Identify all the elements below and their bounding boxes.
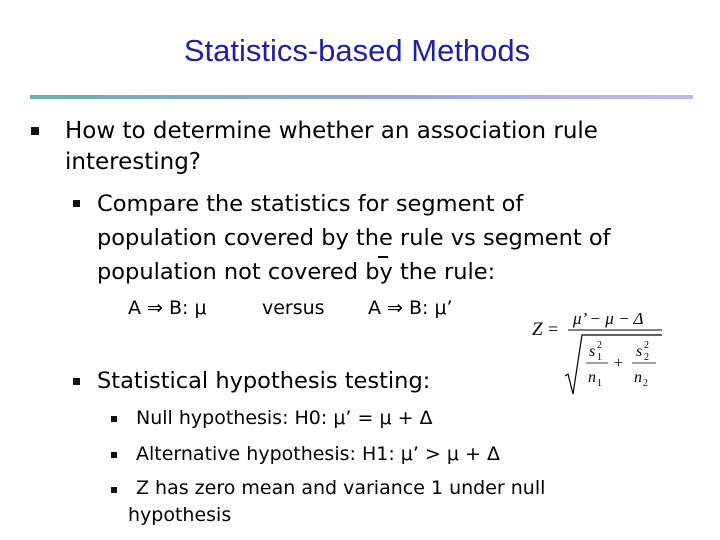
formula-n1: n (588, 369, 596, 386)
formula-n1-sub: 1 (597, 378, 602, 389)
formula-s1-sub: 1 (597, 352, 602, 363)
formula-n2: n (634, 369, 642, 386)
title-divider (30, 95, 693, 99)
z-statistic-formula (528, 300, 668, 400)
bullet-marker-1 (31, 127, 39, 135)
formula-equals: = (548, 319, 559, 339)
formula-z: Z (532, 319, 543, 340)
subsub-alt-hypothesis: Alternative hypothesis: H1: μ’ > μ + Δ (136, 443, 500, 465)
slide-title: Statistics-based Methods (183, 33, 531, 68)
sub1-line3: population not covered by the rule: (97, 259, 496, 285)
formula-s1-sup: 2 (597, 340, 602, 351)
bullet1-line1: How to determine whether an association rule (65, 118, 598, 144)
rule-expr-left: A ⇒ B: μ (128, 297, 207, 319)
formula-s2-sub: 2 (644, 352, 649, 363)
bullet-marker-subsub-3 (111, 487, 117, 493)
bullet1-line2: interesting? (65, 149, 202, 175)
subsub-z-distribution-cont: hypothesis (128, 504, 232, 526)
bullet-marker-sub2 (73, 378, 80, 385)
formula-s1: s (589, 343, 596, 360)
subsub-z-distribution: Z has zero mean and variance 1 under null (136, 477, 546, 499)
rule-expr-right: A ⇒ B: μ’ (368, 297, 453, 319)
formula-s2-sup: 2 (644, 340, 649, 351)
bullet-marker-sub1 (73, 200, 80, 207)
bullet-marker-subsub-2 (111, 452, 117, 458)
formula-numerator: μ’ − μ − Δ (573, 309, 644, 328)
rule-expr-versus: versus (262, 297, 325, 319)
sub1-line2: population covered by the rule vs segment of (97, 225, 611, 251)
sub2-text: Statistical hypothesis testing: (97, 368, 431, 394)
negation-overbar (378, 256, 388, 258)
formula-s2: s (636, 343, 643, 360)
sub1-line1: Compare the statistics for segment of (97, 191, 524, 217)
subsub-null-hypothesis: Null hypothesis: H0: μ’ = μ + Δ (136, 407, 433, 429)
formula-n2-sub: 2 (643, 378, 648, 389)
bullet-marker-subsub-1 (111, 416, 117, 422)
formula-plus: + (614, 355, 624, 372)
